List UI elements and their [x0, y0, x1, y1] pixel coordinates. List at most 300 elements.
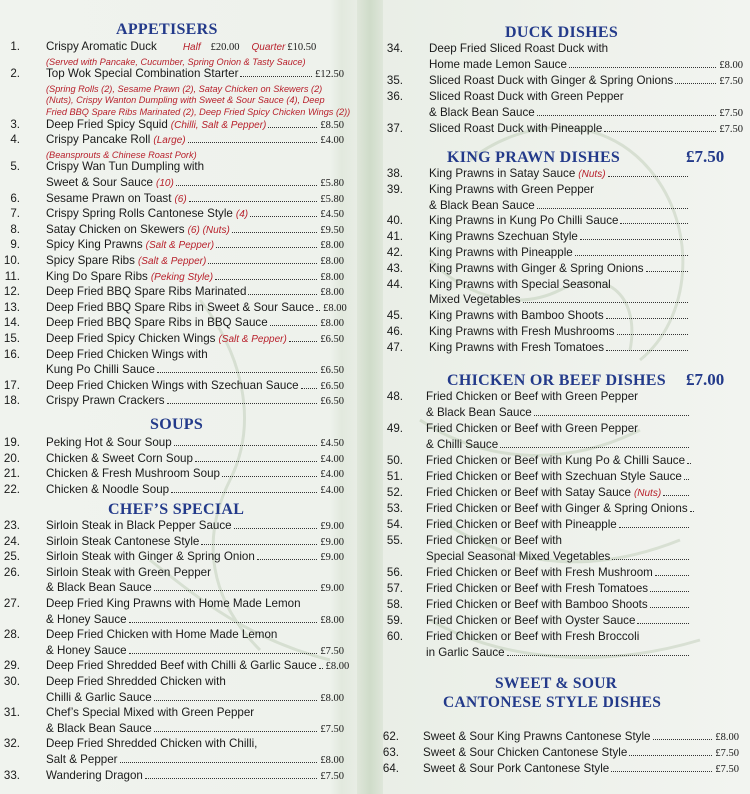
- item-price: £8.00: [715, 732, 739, 743]
- item-name: King Prawns with Green Pepper: [429, 182, 594, 196]
- menu-item-line: [0, 674, 368, 690]
- item-name: Chicken & Sweet Corn Soup: [46, 451, 193, 465]
- menu-item-line: [0, 565, 368, 581]
- item-text: [426, 533, 692, 549]
- menu-item-line: [0, 658, 368, 674]
- item-name: Fried Chicken or Beef with Kung Po & Chilli Sauce: [426, 454, 686, 467]
- item-price: £4.50: [320, 438, 344, 449]
- menu-item-line: [0, 315, 368, 331]
- item-text: [429, 73, 743, 90]
- item-text: [46, 393, 344, 410]
- dot-leader: [145, 778, 317, 779]
- item-name: Fried Chicken or Beef with Fresh Broccoli: [426, 630, 640, 643]
- item-name: Fried Chicken or Beef with Fresh Mushroom: [426, 566, 653, 579]
- menu-item-line: [0, 596, 368, 612]
- item-number: 38.: [386, 167, 403, 180]
- half-price: £20.00: [210, 42, 240, 53]
- item-price: £7.50: [715, 748, 739, 759]
- menu-item-line: [0, 66, 368, 82]
- item-name: Fried Chicken or Beef with Bamboo Shoots: [426, 598, 648, 611]
- menu-item-line: [381, 292, 750, 308]
- item-number: 27.: [3, 597, 20, 610]
- item-name: Fried Chicken or Beef with Szechuan Style Sauce: [426, 470, 682, 483]
- item-name: Crispy Pancake Roll: [46, 133, 151, 147]
- item-price: £7.50: [715, 764, 739, 775]
- item-name: Sirloin Steak with Ginger & Spring Onion: [46, 550, 255, 564]
- item-text: [46, 627, 344, 643]
- item-note-inline: (Large): [153, 135, 186, 147]
- item-number: 5.: [10, 160, 20, 174]
- dot-leader: [620, 223, 688, 224]
- item-text: [46, 66, 344, 83]
- menu-item-line: [381, 121, 750, 137]
- dot-leader: [176, 185, 318, 186]
- right-column: [381, 0, 750, 794]
- item-number: 3.: [10, 117, 20, 131]
- item-text: [46, 253, 344, 270]
- chefs-special-heading: CHEF’S SPECIAL: [108, 501, 245, 518]
- dot-leader: [201, 544, 317, 545]
- item-number: 49.: [386, 422, 403, 435]
- item-text: [46, 117, 344, 134]
- item-name: Sweet & Sour Pork Cantonese Style: [423, 762, 610, 775]
- item-price: £4.00: [320, 469, 344, 481]
- item-name: King Prawns with Bamboo Shoots: [429, 309, 604, 323]
- menu-item-line: [0, 191, 368, 207]
- menu-item-line: [0, 580, 368, 596]
- dot-leader: [537, 115, 717, 116]
- menu-item-line: [0, 284, 368, 300]
- menu-item-line: [0, 518, 368, 534]
- item-price: £8.00: [320, 614, 344, 626]
- menu-item-line: [381, 729, 750, 745]
- item-text: [426, 453, 692, 469]
- item-name: Deep Fried King Prawns with Home Made Lemon: [46, 597, 301, 610]
- item-note-inline: (6): [174, 193, 187, 205]
- item-name: King Prawns in Satay Sauce: [429, 167, 576, 180]
- item-number: 62.: [382, 730, 399, 743]
- dot-leader: [646, 271, 688, 272]
- menu-item-line: [381, 182, 750, 198]
- item-text: [46, 331, 344, 348]
- menu-item-line: [381, 198, 750, 214]
- item-number: 7.: [10, 207, 20, 221]
- item-name: Fried Chicken or Beef with Ginger & Spring Onions: [426, 502, 688, 515]
- item-price: £9.00: [320, 536, 344, 548]
- item-text: [46, 222, 344, 239]
- menu-item-line: [381, 340, 750, 356]
- menu-item-line: [381, 501, 750, 517]
- item-text: [429, 292, 691, 308]
- dot-leader: [167, 403, 318, 404]
- item-name: Fried Chicken or Beef with Green Pepper: [426, 390, 639, 403]
- menu-item-line: [381, 469, 750, 485]
- item-price: £6.50: [320, 365, 344, 377]
- dot-leader: [270, 325, 318, 326]
- king-prawn-heading: KING PRAWN DISHES: [447, 149, 621, 166]
- menu-item-line: [381, 565, 750, 581]
- item-text: [46, 39, 344, 56]
- menu-item-line: [0, 451, 368, 467]
- item-text: [429, 229, 691, 245]
- item-name: Chicken & Noodle Soup: [46, 482, 170, 496]
- dot-leader: [637, 623, 689, 624]
- item-text: [46, 674, 344, 690]
- item-number: 8.: [10, 222, 20, 236]
- dot-leader: [234, 528, 318, 529]
- menu-item-line: [0, 347, 368, 363]
- item-name: King Prawns with Special Seasonal: [429, 277, 611, 291]
- menu-item-line: [0, 159, 368, 175]
- item-note: (Served with Pancake, Cucumber, Spring Onion & Tasty Sauce): [46, 56, 306, 67]
- item-number: 55.: [386, 534, 403, 547]
- item-number: 26.: [3, 565, 20, 579]
- item-price: £9.00: [320, 583, 344, 595]
- item-number: 6.: [10, 191, 20, 205]
- menu-item-line: [0, 378, 368, 394]
- item-text: [46, 347, 344, 363]
- item-name: Sliced Roast Duck with Pineapple: [429, 122, 603, 135]
- item-price: £4.00: [320, 453, 344, 465]
- item-text: [46, 565, 344, 581]
- item-text: [426, 565, 692, 581]
- dot-leader: [215, 279, 317, 280]
- item-name: Deep Fried Spicy Chicken Wings: [46, 332, 216, 345]
- item-number: 33.: [3, 768, 20, 782]
- item-text: [46, 518, 344, 535]
- dot-leader: [120, 762, 318, 763]
- item-name: Sesame Prawn on Toast: [46, 191, 172, 205]
- item-number: 17.: [3, 378, 20, 392]
- item-number: 29.: [3, 659, 20, 673]
- menu-item-line: [0, 612, 368, 628]
- item-price: £8.50: [320, 119, 344, 131]
- item-name: & Black Bean Sauce: [426, 406, 532, 419]
- item-text: [46, 534, 344, 551]
- item-text: [46, 300, 347, 317]
- dot-leader: [216, 247, 317, 248]
- quarter-price: £10.50: [287, 42, 317, 53]
- dot-leader: [507, 655, 689, 656]
- dot-leader: [154, 590, 318, 591]
- item-name: Sirloin Steak in Black Pepper Sauce: [46, 519, 232, 532]
- item-name: Sweet & Sour Chicken Cantonese Style: [423, 746, 628, 759]
- menu-item-line: [381, 245, 750, 261]
- item-text: [429, 245, 691, 261]
- item-number: 58.: [386, 598, 403, 611]
- item-price: £4.50: [320, 209, 344, 221]
- dot-leader: [687, 463, 691, 464]
- item-name: Deep Fried BBQ Spare Ribs Marinated: [46, 285, 247, 299]
- item-text: [423, 729, 739, 746]
- menu-item-line: [381, 41, 750, 57]
- item-price: £7.50: [719, 108, 743, 119]
- item-text: [429, 121, 743, 138]
- item-note-inline: (Salt & Pepper): [145, 240, 215, 252]
- item-text: [46, 596, 344, 612]
- item-number: 2.: [10, 67, 20, 81]
- item-text: [429, 198, 691, 214]
- menu-item-line: [0, 269, 368, 285]
- menu-item-line: [381, 229, 750, 245]
- item-number: 14.: [3, 316, 20, 330]
- item-number: 60.: [386, 630, 403, 643]
- item-name: Fried Chicken or Beef with Green Pepper: [426, 422, 639, 435]
- item-name: Satay Chicken on Skewers: [46, 222, 185, 236]
- menu-item-line: [381, 485, 750, 501]
- item-name: Deep Fried Chicken Wings with Szechuan Sauce: [46, 378, 299, 392]
- item-number: 54.: [386, 518, 403, 531]
- item-number: 10.: [3, 254, 20, 267]
- item-note: (Nuts), Crispy Wanton Dumpling with Sweet & Sour Sauce (4), Deep: [46, 95, 325, 106]
- item-name: Fried Chicken or Beef with: [426, 534, 562, 547]
- dot-leader: [129, 622, 318, 623]
- dot-leader: [617, 334, 688, 335]
- item-price: £4.00: [320, 135, 344, 147]
- menu-item-line: [0, 752, 368, 768]
- item-text: [429, 166, 691, 183]
- menu-item-line: [0, 549, 368, 565]
- item-name: Crispy Spring Rolls Cantonese Style: [46, 207, 233, 221]
- item-number: 35.: [386, 74, 403, 87]
- item-text: [426, 469, 692, 485]
- king-prawn-price: £7.50: [686, 147, 725, 166]
- menu-item-line: [381, 745, 750, 761]
- item-name: Sweet & Sour Sauce: [46, 176, 153, 189]
- item-text: [46, 466, 344, 483]
- item-text: [46, 378, 344, 395]
- item-name: Deep Fried Chicken Wings with: [46, 347, 208, 361]
- dot-leader: [154, 731, 318, 732]
- item-number: 50.: [386, 454, 403, 467]
- item-price: £7.50: [320, 770, 344, 782]
- item-text: [426, 389, 692, 405]
- item-number: 56.: [386, 566, 403, 579]
- appetisers-heading: APPETISERS: [116, 21, 218, 38]
- item-text: [426, 581, 692, 597]
- menu-item-line: [0, 175, 368, 191]
- menu-item-line: [381, 405, 750, 421]
- dot-leader: [675, 83, 716, 84]
- item-text: [46, 451, 344, 468]
- menu-item-line: [381, 308, 750, 324]
- dot-leader: [655, 575, 689, 576]
- item-price: £6.50: [320, 380, 344, 392]
- dot-leader: [534, 415, 689, 416]
- dot-leader: [606, 350, 688, 351]
- menu-item-line: [381, 277, 750, 293]
- item-text: [46, 705, 344, 721]
- dot-leader: [575, 255, 688, 256]
- item-text: [46, 284, 344, 301]
- item-number: 52.: [386, 486, 403, 499]
- item-name: King Prawns Szechuan Style: [429, 230, 578, 244]
- item-number: 9.: [10, 238, 20, 252]
- dot-leader: [619, 527, 689, 528]
- item-name: King Do Spare Ribs: [46, 269, 148, 283]
- item-number: 30.: [3, 675, 20, 688]
- item-number: 13.: [3, 300, 20, 314]
- menu-item-line: [381, 453, 750, 469]
- item-name: Deep Fried BBQ Spare Ribs in Sweet & Sour Sauce: [46, 300, 315, 314]
- menu-item-line: [381, 166, 750, 182]
- item-price: £7.50: [320, 645, 344, 657]
- item-name: Deep Fried Chicken with Home Made Lemon: [46, 628, 278, 642]
- menu-item-line: [0, 721, 368, 737]
- item-name: Chilli & Garlic Sauce: [46, 690, 152, 704]
- item-note-inline: (Nuts): [633, 488, 662, 499]
- dot-leader: [611, 771, 712, 772]
- item-name: Spicy Spare Ribs: [46, 254, 135, 267]
- menu-item-line: [0, 482, 368, 498]
- item-text: [46, 191, 344, 208]
- item-number: 47.: [386, 340, 403, 354]
- item-price: £5.80: [320, 193, 344, 205]
- item-note-inline: (4): [235, 209, 249, 221]
- dot-leader: [289, 341, 318, 342]
- menu-item-line: [381, 581, 750, 597]
- item-number: 12.: [3, 285, 20, 299]
- item-text: [426, 549, 692, 565]
- item-text: [426, 501, 692, 517]
- dot-leader: [629, 755, 712, 756]
- item-number: 43.: [386, 261, 403, 275]
- item-number: 44.: [386, 277, 403, 291]
- item-price: £7.50: [719, 76, 743, 87]
- item-number: 18.: [3, 394, 20, 408]
- item-name: & Honey Sauce: [46, 612, 127, 626]
- item-text: [429, 57, 743, 74]
- item-text: [429, 41, 743, 57]
- item-text: [46, 362, 344, 379]
- item-name: Deep Fried Spicy Squid: [46, 117, 168, 131]
- sweet-sour-heading: SWEET & SOUR: [495, 675, 618, 692]
- item-price: £8.00: [719, 60, 743, 71]
- item-note-inline: (10): [155, 178, 174, 189]
- dot-leader: [604, 131, 716, 132]
- item-price: £7.50: [719, 124, 743, 135]
- menu-item-line: [0, 132, 368, 148]
- dot-leader: [129, 653, 318, 654]
- item-name: Deep Fried Shredded Chicken with Chilli,: [46, 737, 258, 751]
- menu-item-line: [381, 324, 750, 340]
- item-text: [46, 269, 344, 286]
- menu-item-line: [0, 768, 368, 784]
- dot-leader: [500, 447, 689, 448]
- item-number: 40.: [386, 214, 403, 228]
- menu-item-line: [0, 253, 368, 269]
- item-name: King Prawns in Kung Po Chilli Sauce: [429, 214, 619, 228]
- item-text: [429, 89, 743, 105]
- item-name: & Chilli Sauce: [426, 438, 499, 451]
- menu-item-line: [381, 517, 750, 533]
- menu-item-line: [381, 533, 750, 549]
- item-name: King Prawns with Fresh Tomatoes: [429, 340, 605, 354]
- item-number: 22.: [3, 482, 20, 496]
- item-text: [429, 261, 691, 277]
- item-name: Crispy Prawn Crackers: [46, 394, 165, 408]
- menu-item-line: [0, 393, 368, 409]
- menu-item-line: [381, 629, 750, 645]
- menu-item-line: [381, 57, 750, 73]
- item-name: Crispy Wan Tun Dumpling with: [46, 160, 205, 174]
- menu-item-line: [0, 643, 368, 659]
- item-text: [426, 485, 692, 502]
- item-text: [46, 237, 344, 254]
- dot-leader: [268, 127, 317, 128]
- item-price: £9.50: [320, 224, 344, 236]
- menu-item-line: [0, 222, 368, 238]
- item-name: Spicy King Prawns: [46, 238, 143, 252]
- item-number: 24.: [3, 534, 20, 548]
- item-price: £6.50: [320, 396, 344, 408]
- dot-leader: [523, 302, 688, 303]
- item-name: Sirloin Steak Cantonese Style: [46, 534, 200, 548]
- item-name: Sweet & Sour King Prawns Cantonese Style: [423, 730, 651, 743]
- menu-item-line: [0, 300, 368, 316]
- item-text: [46, 580, 344, 597]
- dot-leader: [319, 668, 323, 669]
- item-number: 32.: [3, 737, 20, 751]
- menu-item-line: [381, 437, 750, 453]
- item-name: Sliced Roast Duck with Ginger & Spring Onions: [429, 74, 674, 87]
- item-number: 64.: [382, 762, 399, 775]
- item-name: Deep Fried Shredded Chicken with: [46, 675, 226, 688]
- item-text: [46, 736, 344, 752]
- item-note-inline: (Salt & Pepper): [137, 256, 207, 267]
- item-price: £7.50: [320, 723, 344, 735]
- item-text: [426, 517, 692, 533]
- item-price: £8.00: [320, 271, 344, 283]
- item-number: 59.: [386, 614, 403, 627]
- item-name: Special Seasonal Mixed Vegetables: [426, 550, 611, 563]
- dot-leader: [650, 607, 689, 608]
- item-number: 4.: [10, 133, 20, 147]
- item-text: [426, 421, 692, 437]
- item-price: £4.00: [320, 484, 344, 496]
- menu-item-line: [0, 237, 368, 253]
- item-name: Deep Fried Sliced Roast Duck with: [429, 42, 609, 55]
- dot-leader: [174, 445, 318, 446]
- dot-leader: [653, 739, 713, 740]
- item-text: [46, 549, 344, 566]
- item-number: 34.: [386, 42, 403, 55]
- item-note: Fried BBQ Spare Ribs Marinated (2), Deep Fried Spicy Chicken Wings (2)): [46, 107, 351, 117]
- item-name: Fried Chicken or Beef with Oyster Sauce: [426, 614, 636, 627]
- item-price: £8.00: [325, 661, 350, 673]
- item-number: 42.: [386, 246, 403, 259]
- item-price: £8.00: [320, 755, 344, 766]
- item-text: [426, 405, 692, 421]
- item-text: [423, 761, 739, 778]
- item-text: [46, 315, 344, 332]
- item-name: Deep Fried BBQ Spare Ribs in BBQ Sauce: [46, 316, 268, 330]
- dot-leader: [250, 216, 317, 217]
- dot-leader: [222, 476, 317, 477]
- item-note: (Beansprouts & Chinese Roast Pork): [46, 149, 197, 160]
- item-text: [46, 752, 344, 769]
- item-number: 37.: [386, 122, 403, 135]
- item-name: & Black Bean Sauce: [46, 721, 152, 735]
- menu-item-line: [381, 261, 750, 277]
- item-number: 51.: [386, 470, 403, 483]
- chicken-beef-heading: CHICKEN OR BEEF DISHES: [447, 372, 666, 389]
- item-text: [426, 645, 692, 661]
- item-text: [426, 613, 692, 629]
- item-name: & Honey Sauce: [46, 643, 127, 657]
- item-price: £12.50: [315, 69, 344, 81]
- item-number: 39.: [386, 182, 403, 196]
